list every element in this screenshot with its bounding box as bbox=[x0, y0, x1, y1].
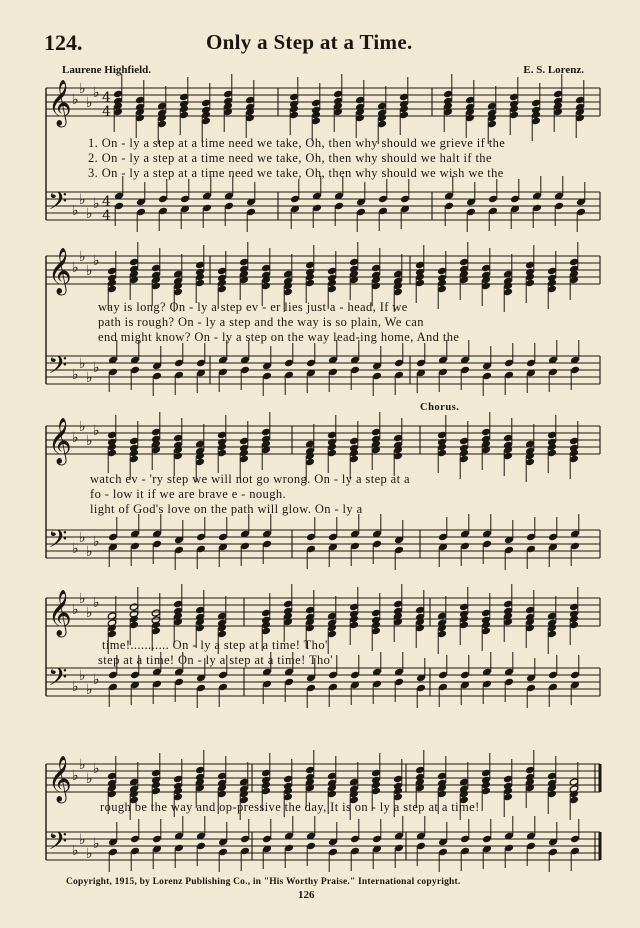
treble-clef: 𝄞 bbox=[48, 80, 72, 126]
flat-sign: ♭ bbox=[93, 85, 100, 101]
flat-sign: ♭ bbox=[72, 541, 79, 557]
flat-sign: ♭ bbox=[79, 356, 86, 372]
flat-sign: ♭ bbox=[72, 260, 79, 276]
treble-clef: 𝄞 bbox=[48, 590, 72, 636]
time-signature: 4 bbox=[102, 104, 111, 120]
flat-sign: ♭ bbox=[79, 530, 86, 546]
time-signature: 4 bbox=[102, 208, 111, 224]
flat-sign: ♭ bbox=[79, 192, 86, 208]
flat-sign: ♭ bbox=[93, 360, 100, 376]
lyric-line: watch ev - 'ry step we will not go wrong. On - ly a step at a bbox=[90, 472, 410, 486]
flat-sign: ♭ bbox=[79, 591, 86, 607]
hymn-title: Only a Step at a Time. bbox=[206, 30, 413, 54]
bass-clef: 𝄢 bbox=[48, 187, 68, 222]
bass-clef: 𝄢 bbox=[48, 525, 68, 560]
flat-sign: ♭ bbox=[93, 196, 100, 212]
flat-sign: ♭ bbox=[72, 602, 79, 618]
flat-sign: ♭ bbox=[93, 253, 100, 269]
flat-sign: ♭ bbox=[86, 263, 93, 279]
lyric-line: way is long? On - ly a step ev - er lies just a - head, If we bbox=[98, 300, 408, 314]
flat-sign: ♭ bbox=[93, 423, 100, 439]
lyric-line: rough be the way and op-pressive the day, It is on - ly a step at a time! bbox=[100, 800, 480, 814]
lyricist-credit: Laurene Highfield. bbox=[62, 64, 152, 76]
flat-sign: ♭ bbox=[72, 843, 79, 859]
lyric-line: time!........... On - ly a step at a time! Tho' bbox=[102, 638, 328, 652]
page-number: 126 bbox=[298, 889, 315, 901]
time-signature: 4 bbox=[102, 194, 111, 210]
flat-sign: ♭ bbox=[79, 668, 86, 684]
flat-sign: ♭ bbox=[72, 430, 79, 446]
flat-sign: ♭ bbox=[86, 846, 93, 862]
flat-sign: ♭ bbox=[86, 433, 93, 449]
flat-sign: ♭ bbox=[86, 605, 93, 621]
flat-sign: ♭ bbox=[86, 771, 93, 787]
flat-sign: ♭ bbox=[79, 419, 86, 435]
flat-sign: ♭ bbox=[79, 249, 86, 265]
bass-clef: 𝄢 bbox=[48, 827, 68, 862]
flat-sign: ♭ bbox=[72, 768, 79, 784]
lyric-line: fo - low it if we are brave e - nough. bbox=[90, 487, 287, 501]
flat-sign: ♭ bbox=[79, 832, 86, 848]
lyric-line: 1. On - ly a step at a time need we take, Oh, then why should we grieve if the bbox=[88, 136, 506, 150]
flat-sign: ♭ bbox=[93, 672, 100, 688]
flat-sign: ♭ bbox=[93, 595, 100, 611]
lyric-line: light of God's love on the path will glow. On - ly a bbox=[90, 502, 363, 516]
chorus-label: Chorus. bbox=[420, 402, 460, 413]
bass-clef: 𝄢 bbox=[48, 663, 68, 698]
lyric-line: 3. On - ly a step at a time need we take, Oh, then why should we wish we the bbox=[88, 166, 504, 180]
treble-clef: 𝄞 bbox=[48, 756, 72, 802]
flat-sign: ♭ bbox=[72, 367, 79, 383]
bass-clef: 𝄢 bbox=[48, 351, 68, 386]
flat-sign: ♭ bbox=[72, 679, 79, 695]
composer-credit: E. S. Lorenz. bbox=[523, 64, 584, 76]
flat-sign: ♭ bbox=[86, 544, 93, 560]
lyric-line: 2. On - ly a step at a time need we take, Oh, then why should we halt if the bbox=[88, 151, 492, 165]
flat-sign: ♭ bbox=[86, 206, 93, 222]
treble-clef: 𝄞 bbox=[48, 418, 72, 464]
lyric-line: step at a time! On - ly a step at a time! Tho' bbox=[98, 653, 333, 667]
time-signature: 4 bbox=[102, 90, 111, 106]
lyric-line: end might know? On - ly a step on the way lead-ing home, And the bbox=[98, 330, 460, 344]
copyright-notice: Copyright, 1915, by Lorenz Publishing Co., in "His Worthy Praise." International copyright. bbox=[66, 877, 461, 887]
treble-clef: 𝄞 bbox=[48, 248, 72, 294]
flat-sign: ♭ bbox=[93, 534, 100, 550]
flat-sign: ♭ bbox=[93, 761, 100, 777]
flat-sign: ♭ bbox=[72, 92, 79, 108]
hymn-number: 124. bbox=[44, 30, 83, 55]
flat-sign: ♭ bbox=[72, 203, 79, 219]
flat-sign: ♭ bbox=[79, 757, 86, 773]
flat-sign: ♭ bbox=[86, 95, 93, 111]
lyric-line: path is rough? On - ly a step and the way is so plain, We can bbox=[98, 315, 424, 329]
flat-sign: ♭ bbox=[93, 836, 100, 852]
flat-sign: ♭ bbox=[86, 682, 93, 698]
flat-sign: ♭ bbox=[86, 370, 93, 386]
flat-sign: ♭ bbox=[79, 81, 86, 97]
